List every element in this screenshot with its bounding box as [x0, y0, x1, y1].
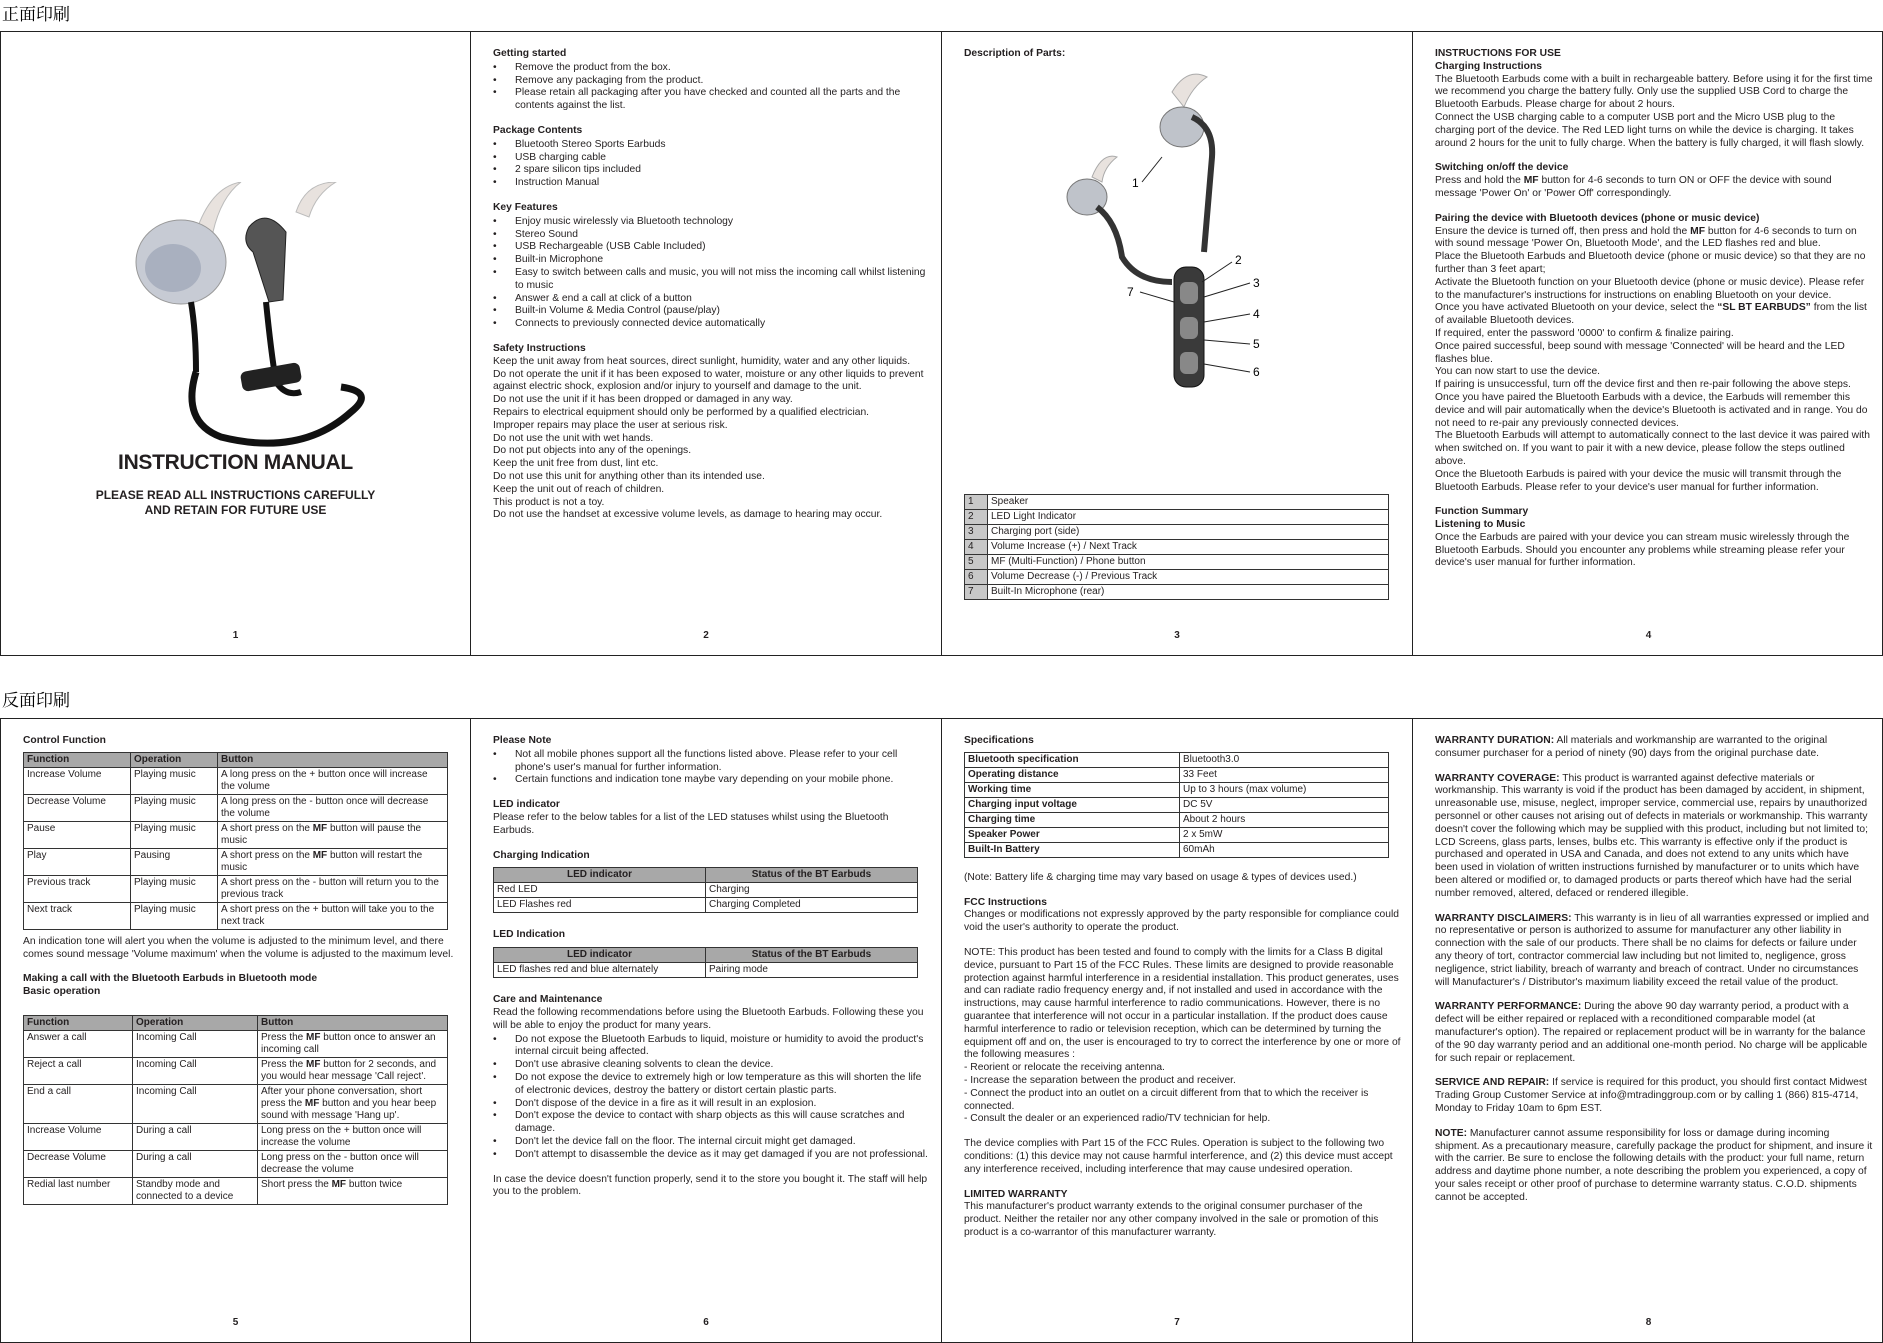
spec-name: Working time: [965, 782, 1180, 797]
table-cell: Long press on the + button once will increase the volume: [258, 1123, 448, 1150]
warranty-paragraph: WARRANTY COVERAGE: This product is warranted against defective materials or workmanship. This warranty is void if the product has been damaged by accident, in shipment, unreasonable use, misuse, neglect, improper service, commercial use, repairs by unauthorized personnel or other causes not arising out of defects in materials or workmanship. This warranty doesn't cover the following which may be supplied with this product, including but not limited to; LCD Screens, glass parts, lenses, bulbs etc. This warranty is effective only if the product is purchased and operated in USA and Canada, and does not extend to any units which have been used in violation of written instructions furnished by manufacturer or to units which have been altered or modified or, to damaged products or parts thereof which have had the serial number removed, altered, defaced or rendered illegible.: [1435, 772, 1868, 899]
table-cell: Redial last number: [24, 1177, 133, 1204]
table-cell: A long press on the - button once will decrease the volume: [218, 794, 448, 821]
paragraph: The device complies with Part 15 of the FCC Rules. Operation is subject to the following two conditions: (1) this device may not cause harmful interference, and (2) this device must accept any interference received, including interference that may cause undesired operation.: [964, 1138, 1393, 1175]
text-line: Do not use the unit with wet hands.: [493, 432, 654, 444]
part-label: Volume Decrease (-) / Previous Track: [988, 570, 1389, 585]
list-item: • Certain functions and indication tone maybe vary depending on your mobile phone.: [515, 774, 931, 787]
table-header-row: [24, 1015, 448, 1030]
table-row: [965, 767, 1389, 782]
list-item: • Connects to previously connected device automatically: [515, 318, 931, 331]
paragraph: Connect the USB charging cable to a computer USB port and the Micro USB plug to the charging port of the device. The Red LED light turns on while the device is charging. It takes around 2 hours for the unit to fully charge. When the battery is fully charged, it will flash slowly.: [1435, 111, 1865, 149]
table-row: [965, 495, 1389, 510]
parts-heading: Description of Parts:: [964, 48, 1066, 59]
table-cell: Press the MF button for 2 seconds, and you would hear message 'Call reject'.: [258, 1057, 448, 1084]
paragraph: [1435, 302, 1874, 328]
package-contents-list: [493, 139, 931, 190]
table-cell: Playing music: [131, 794, 218, 821]
led-table: [493, 947, 918, 978]
table-cell: Charging: [706, 883, 918, 898]
table-cell: Previous track: [24, 875, 131, 902]
please-note-list: [493, 749, 931, 787]
spec-value: 2 x 5mW: [1180, 827, 1389, 842]
column-header: LED indicator: [494, 948, 706, 963]
key-features-heading: Key Features: [493, 201, 558, 213]
column-header: Function: [24, 1015, 133, 1030]
mf-label: MF: [306, 1031, 321, 1043]
spec-value: About 2 hours: [1180, 812, 1389, 827]
table-cell: Increase Volume: [24, 1123, 133, 1150]
list-item: • Don't dispose of the device in a fire as it will result in an explosion.: [515, 1098, 931, 1111]
paragraph: The Bluetooth Earbuds come with a built in rechargeable battery. Before using it for the first time we recommend you charge the battery fully. Only use the supplied USB Cord to charge the Bluetooth Earbuds. Please charge for about 2 hours.: [1435, 73, 1873, 111]
table-row: [24, 1084, 448, 1123]
part-label: Charging port (side): [988, 525, 1389, 540]
table-cell: Incoming Call: [133, 1030, 258, 1057]
specifications-heading: Specifications: [964, 735, 1034, 746]
led-indicator-heading: LED indicator: [493, 799, 560, 811]
charging-indication-section: [493, 850, 931, 914]
table-cell: Play: [24, 848, 131, 875]
table-cell: Answer a call: [24, 1030, 133, 1057]
list-item: • Please retain all packaging after you have checked and counted all the parts and the contents against the list.: [515, 87, 931, 113]
table-row: [965, 540, 1389, 555]
warranty-heading: WARRANTY DURATION:: [1435, 735, 1555, 746]
cover-title: INSTRUCTION MANUAL: [118, 451, 353, 474]
function-summary-section: [1435, 506, 1874, 570]
parts-diagram: [1042, 72, 1302, 407]
mf-label: MF: [312, 849, 328, 861]
table-cell: Incoming Call: [133, 1084, 258, 1123]
paragraph: Changes or modifications not expressly approved by the party responsible for compliance could void the user's authority to operate the product.: [964, 909, 1399, 934]
paragraph: [1435, 175, 1874, 201]
front-print-label: 正面印刷: [2, 5, 70, 25]
cover-subtitle-line2: AND RETAIN FOR FUTURE USE: [144, 503, 327, 517]
making-call-heading: Making a call with the Bluetooth Earbuds in Bluetooth mode: [23, 973, 318, 985]
led-indication-heading: LED Indication: [493, 929, 566, 941]
measure-item: - Consult the dealer or an experienced radio/TV technician for help.: [964, 1113, 1271, 1125]
table-header-row: [494, 868, 918, 883]
callout-1: 1: [1132, 176, 1139, 190]
table-cell: Long press on the - button once will decrease the volume: [258, 1150, 448, 1177]
spec-name: Charging time: [965, 812, 1180, 827]
table-cell: Incoming Call: [133, 1057, 258, 1084]
table-cell: Increase Volume: [24, 767, 131, 794]
text-line: Do not operate the unit if it has been exposed to water, moisture or any other liquids to prevent against electric shock, explosion and/or injury to yourself and damage to the unit.: [493, 368, 924, 393]
part-number: 3: [965, 525, 988, 540]
warranty-paragraph: NOTE: Manufacturer cannot assume responsibility for loss or damage during incoming shipment. As a precautionary measure, carefully package the product for shipment, and insure it with the carrier. Be sure to enclose the following details with the product: your full name, return address and daytime phone number, a note describing the problem you experienced, a copy of your sales receipt or other proof of purchase to determine warranty status. C.O.D. shipments cannot be accepted.: [1435, 1127, 1873, 1203]
page-3: [942, 32, 1413, 655]
limited-warranty-section: [964, 1189, 1402, 1240]
list-item: • Answer & end a call at click of a button: [515, 293, 931, 306]
mf-label: MF: [306, 1058, 321, 1070]
table-cell: A short press on the MF button will pause the music: [218, 821, 448, 848]
table-row: [24, 1030, 448, 1057]
pairing-section: [1435, 213, 1874, 495]
table-header-row: [24, 752, 448, 767]
list-item: • Don't attempt to disassemble the device as it may get damaged if you are not professional.: [515, 1149, 931, 1162]
making-call-section: [23, 973, 460, 999]
page-7: [942, 719, 1413, 1342]
list-item: • Easy to switch between calls and music, you will not miss the incoming call whilst listening to music: [515, 267, 931, 293]
list-item: • Don't use abrasive cleaning solvents to clean the device.: [515, 1059, 931, 1072]
table-row: [24, 848, 448, 875]
spec-value: DC 5V: [1180, 797, 1389, 812]
callout-6: 6: [1253, 365, 1260, 379]
safety-heading: Safety Instructions: [493, 342, 586, 354]
table-cell: Playing music: [131, 902, 218, 929]
switching-section: [1435, 162, 1874, 200]
table-row: [24, 1123, 448, 1150]
table-cell: Playing music: [131, 767, 218, 794]
list-item: • Remove the product from the box.: [515, 62, 931, 75]
list-item: • Do not expose the Bluetooth Earbuds to liquid, moisture or humidity to avoid the product's internal circuit being affected.: [515, 1034, 931, 1060]
page-number-1: 1: [232, 630, 239, 642]
list-item: • Not all mobile phones support all the functions listed above. Please refer to your cell phone's user's manual for further information.: [515, 749, 931, 775]
list-item: • Don't let the device fall on the floor. The internal circuit might get damaged.: [515, 1136, 931, 1149]
page-4: [1413, 32, 1883, 655]
call-table: [23, 1015, 448, 1205]
list-item: • Don't expose the device to contact with sharp objects as this will cause scratches and damage.: [515, 1110, 931, 1136]
list-item: • USB charging cable: [515, 152, 931, 165]
safety-section: [493, 343, 931, 522]
spec-value: Up to 3 hours (max volume): [1180, 782, 1389, 797]
cover-subtitle-line1: PLEASE READ ALL INSTRUCTIONS CAREFULLY: [95, 488, 376, 502]
text-run: button for 4-6 seconds to turn on with sound message 'Power On, Bluetooth Mode', and the LED flashes red and blue.: [1435, 225, 1857, 250]
warranty-paragraph: WARRANTY DURATION: All materials and workmanship are warranted to the original consumer purchaser for a period of ninety (90) days from the original purchase date.: [1435, 735, 1828, 759]
mf-label: MF: [331, 1178, 347, 1190]
led-indicator-section: [493, 799, 931, 837]
column-header: Status of the BT Earbuds: [706, 868, 918, 883]
text-run: Once you have activated Bluetooth on your device, select the: [1435, 302, 1718, 314]
table-row: [965, 510, 1389, 525]
getting-started-section: [493, 48, 931, 113]
warranty-heading: NOTE:: [1435, 1127, 1468, 1139]
warranty-heading: WARRANTY PERFORMANCE:: [1435, 1001, 1582, 1013]
list-item: • Built-in Volume & Media Control (pause/play): [515, 305, 931, 318]
table-cell: After your phone conversation, short press the MF button and you hear beep sound with message 'Hang up'.: [258, 1084, 448, 1123]
tone-note: An indication tone will alert you when the volume is adjusted to the minimum level, and there comes sound message 'Volume maximum' when the volume is adjusted to the maximum level.: [23, 935, 454, 960]
warranty-heading: SERVICE AND REPAIR:: [1435, 1077, 1550, 1089]
text-line: This product is not a toy.: [493, 496, 605, 508]
paragraph: You can now start to use the device.: [1435, 366, 1601, 378]
table-cell: LED flashes red and blue alternately: [494, 963, 706, 978]
paragraph: Read the following recommendations before using the Bluetooth Earbuds. Following these you will be able to enjoy the product for many years.: [493, 1006, 924, 1031]
pairing-heading: Pairing the device with Bluetooth devices (phone or music device): [1435, 212, 1760, 224]
control-table: [23, 752, 448, 930]
back-print-label: 反面印刷: [2, 691, 70, 711]
mf-label: MF: [312, 822, 328, 834]
part-number: 5: [965, 555, 988, 570]
table-cell: Charging Completed: [706, 898, 918, 913]
table-row: [965, 585, 1389, 600]
page-number-5: 5: [232, 1317, 239, 1329]
column-header: Button: [218, 752, 448, 767]
text-line: Do not use the handset at excessive volume levels, as damage to hearing may occur.: [493, 509, 883, 521]
text-line: Keep the unit free from dust, lint etc.: [493, 458, 659, 470]
cover-subtitle: [61, 488, 410, 518]
paragraph: The Bluetooth Earbuds will attempt to automatically connect to the last device it was paired with when switched on. If you want to pair it with a new device, please follow the steps outlined above.: [1435, 430, 1870, 467]
table-cell: Pause: [24, 821, 131, 848]
list-item: • Do not expose the device to extremely high or low temperature as this will shorten the life of electronic devices, destroy the battery or distort certain plastic parts.: [515, 1072, 931, 1098]
table-row: [24, 794, 448, 821]
table-row: [965, 812, 1389, 827]
table-row: [24, 1150, 448, 1177]
page-number-2: 2: [703, 630, 709, 642]
care-list: [493, 1034, 931, 1162]
table-cell: Standby mode and connected to a device: [133, 1177, 258, 1204]
paragraph: Please refer to the below tables for a list of the LED statuses whilst using the Bluetooth Earbuds.: [493, 811, 889, 836]
paragraph: In case the device doesn't function properly, send it to the store you bought it. The staff will help you to the problem.: [493, 1173, 928, 1198]
text-line: Do not use the unit if it has been dropped or damaged in any way.: [493, 394, 793, 406]
limited-warranty-heading: LIMITED WARRANTY: [964, 1188, 1068, 1200]
warranty-heading: WARRANTY COVERAGE:: [1435, 772, 1560, 784]
fcc-heading: FCC Instructions: [964, 896, 1047, 908]
table-row: [965, 842, 1389, 857]
text-run: button for 4-6 seconds to turn ON or OFF the device with sound message 'Power On' or 'Power Off' correspondingly.: [1435, 175, 1832, 199]
part-label: Volume Increase (+) / Next Track: [988, 540, 1389, 555]
page-cover: [1, 32, 471, 655]
page-number-7: 7: [1174, 1317, 1180, 1329]
column-header: Button: [258, 1015, 448, 1030]
led-indication-section: [493, 929, 931, 978]
page-8: [1413, 719, 1883, 1342]
spec-value: 33 Feet: [1180, 767, 1389, 782]
table-cell: Playing music: [131, 875, 218, 902]
basic-operation-heading: Basic operation: [23, 986, 101, 998]
part-number: 2: [965, 510, 988, 525]
list-item: • Built-in Microphone: [515, 254, 931, 267]
text-line: Do not use this unit for anything other than its intended use.: [493, 470, 765, 482]
part-number: 6: [965, 570, 988, 585]
column-header: Function: [24, 752, 131, 767]
charging-heading: Charging Instructions: [1435, 60, 1542, 72]
table-cell: Short press the MF button twice: [258, 1177, 448, 1204]
page-2: [471, 32, 942, 655]
front-sheet: [0, 31, 1883, 656]
spec-name: Speaker Power: [965, 827, 1180, 842]
table-cell: LED Flashes red: [494, 898, 706, 913]
warranty-sections: [1435, 735, 1874, 1205]
table-row: [24, 767, 448, 794]
text-line: Keep the unit out of reach of children.: [493, 483, 665, 495]
column-header: Status of the BT Earbuds: [706, 948, 918, 963]
list-item: • Instruction Manual: [515, 177, 931, 190]
paragraph: [1435, 226, 1874, 252]
table-row: [24, 1057, 448, 1084]
care-heading: Care and Maintenance: [493, 994, 603, 1006]
page-5: [1, 719, 471, 1342]
text-line: Repairs to electrical equipment should only be performed by a qualified electrician.: [493, 406, 870, 418]
table-row: [24, 875, 448, 902]
charging-indication-heading: Charging Indication: [493, 849, 590, 861]
paragraph: If pairing is unsuccessful, turn off the device first and then re-pair following the above steps.: [1435, 379, 1851, 391]
page-number-3: 3: [1174, 630, 1180, 642]
switching-heading: Switching on/off the device: [1435, 162, 1569, 174]
table-row: [24, 821, 448, 848]
paragraph: Once the Bluetooth Earbuds is paired with your device the music will transmit through the Bluetooth Earbuds. Please refer to your device's user manual for further information.: [1435, 468, 1842, 493]
table-cell: A short press on the MF button will restart the music: [218, 848, 448, 875]
mf-label: MF: [1690, 225, 1705, 237]
spec-name: Operating distance: [965, 767, 1180, 782]
page-6: [471, 719, 942, 1342]
part-number: 7: [965, 585, 988, 600]
table-cell: Red LED: [494, 883, 706, 898]
spec-name: Built-In Battery: [965, 842, 1180, 857]
table-cell: Reject a call: [24, 1057, 133, 1084]
list-item: • Bluetooth Stereo Sports Earbuds: [515, 139, 931, 152]
table-cell: Decrease Volume: [24, 1150, 133, 1177]
paragraph: Activate the Bluetooth function on your Bluetooth device (phone or music device). Please refer to the manufacturer's instructions for instructions on enabling Bluetooth on your device.: [1435, 276, 1865, 301]
text-run: from the list of available Bluetooth devices.: [1435, 302, 1867, 327]
text-line: Keep the unit away from heat sources, direct sunlight, humidity, water and any other liquids.: [493, 355, 911, 367]
table-row: [494, 898, 918, 913]
page-number-4: 4: [1645, 630, 1652, 642]
part-number: 4: [965, 540, 988, 555]
text-run: Ensure the device is turned off, then press and hold the: [1435, 225, 1691, 237]
back-sheet: [0, 718, 1883, 1343]
key-features-section: [493, 202, 931, 331]
warranty-heading: WARRANTY DISCLAIMERS:: [1435, 912, 1572, 924]
table-cell: Next track: [24, 902, 131, 929]
table-row: [494, 883, 918, 898]
table-row: [24, 1177, 448, 1204]
earbuds-illustration: [101, 182, 381, 452]
specifications-table: [964, 752, 1389, 858]
column-header: Operation: [133, 1015, 258, 1030]
table-cell: A long press on the + button once will increase the volume: [218, 767, 448, 794]
key-features-list: [493, 216, 931, 331]
callout-2: 2: [1235, 253, 1242, 267]
callout-5: 5: [1253, 337, 1260, 351]
paragraph: NOTE: This product has been tested and found to comply with the limits for a Class B digital device, pursuant to Part 15 of the FCC Rules. These limits are designed to provide reasonable protection against harmful interference in a residential installation. This product generates, uses and can radiate radio frequency energy and, if not installed and used in accordance with the instructions, may cause harmful interference to radio communications. However, there is no guarantee that interference will not occur in a particular installation. If the product does cause harmful interference to radio or television reception, which can be determined by turning the equipment off and on, the user is encouraged to try to correct the interference by one or more of the following measures :: [964, 946, 1401, 1061]
list-item: • Remove any packaging from the product.: [515, 75, 931, 88]
function-summary-heading: Function Summary: [1435, 506, 1529, 518]
listening-heading: Listening to Music: [1435, 519, 1526, 531]
list-item: • Enjoy music wirelessly via Bluetooth technology: [515, 216, 931, 229]
part-label: MF (Multi-Function) / Phone button: [988, 555, 1389, 570]
control-function-heading: Control Function: [23, 735, 106, 746]
getting-started-heading: Getting started: [493, 48, 567, 59]
measure-item: - Increase the separation between the product and receiver.: [964, 1074, 1236, 1086]
device-name: “SL BT EARBUDS”: [1717, 302, 1811, 314]
text-line: Improper repairs may place the user at serious risk.: [493, 419, 728, 431]
column-header: LED indicator: [494, 868, 706, 883]
please-note-heading: Please Note: [493, 735, 552, 746]
table-cell: Pairing mode: [706, 963, 918, 978]
getting-started-list: [493, 62, 931, 113]
spec-value: Bluetooth3.0: [1180, 752, 1389, 767]
spec-name: Charging input voltage: [965, 797, 1180, 812]
table-cell: A short press on the - button will return you to the previous track: [218, 875, 448, 902]
paragraph: Place the Bluetooth Earbuds and Bluetooth device (phone or music device) so that they are no further than 3 feet apart;: [1435, 251, 1866, 275]
callout-3: 3: [1253, 276, 1260, 290]
table-cell: During a call: [133, 1150, 258, 1177]
callout-4: 4: [1253, 307, 1260, 321]
callout-7: 7: [1127, 285, 1134, 299]
table-cell: During a call: [133, 1123, 258, 1150]
care-section: [493, 994, 931, 1199]
table-row: [965, 525, 1389, 540]
mf-label: MF: [304, 1097, 320, 1109]
text-run: Press and hold the: [1435, 175, 1524, 187]
paragraph: If required, enter the password '0000' to confirm & finalize pairing.: [1435, 327, 1734, 339]
paragraph: This manufacturer's product warranty extends to the original consumer purchaser of the product. Neither the retailer nor any other company involved in the sale or promotion of this product is a co-warrantor of this manufacturer warranty.: [964, 1201, 1379, 1238]
mf-label: MF: [1523, 175, 1539, 187]
table-cell: A short press on the + button will take you to the next track: [218, 902, 448, 929]
table-cell: Playing music: [131, 821, 218, 848]
package-contents-section: [493, 125, 931, 190]
part-label: Built-In Microphone (rear): [988, 585, 1389, 600]
spec-name: Bluetooth specification: [965, 752, 1180, 767]
page-number-8: 8: [1645, 1317, 1652, 1329]
page-number-6: 6: [703, 1317, 709, 1329]
warranty-paragraph: WARRANTY PERFORMANCE: During the above 90 day warranty period, a product with a defect will be either repaired or replaced with a reconditioned comparable model (at manufacturer's option). The repaired or replacement product will be in warranty for the balance of the 90 day warranty period and an additional one-month period. No charge will be applicable for such repair or replacement.: [1435, 1001, 1868, 1064]
part-label: Speaker: [988, 495, 1389, 510]
measure-item: - Connect the product into an outlet on a circuit different from that to which the receiver is connected.: [964, 1087, 1369, 1112]
table-row: [965, 782, 1389, 797]
column-header: Operation: [131, 752, 218, 767]
measure-item: - Reorient or relocate the receiving antenna.: [964, 1062, 1165, 1074]
table-row: [965, 570, 1389, 585]
table-cell: End a call: [24, 1084, 133, 1123]
table-row: [494, 963, 918, 978]
list-item: • 2 spare silicon tips included: [515, 164, 931, 177]
table-cell: Pausing: [131, 848, 218, 875]
package-contents-heading: Package Contents: [493, 124, 583, 136]
part-label: LED Light Indicator: [988, 510, 1389, 525]
table-header-row: [494, 948, 918, 963]
instructions-heading: INSTRUCTIONS FOR USE: [1435, 48, 1561, 59]
warranty-paragraph: SERVICE AND REPAIR: If service is required for this product, you should first contact Midwest Trading Group Customer Service at info@mtradinggroup.com or by calling 1 (866) 815-4714, Monday to Friday 10am to 6pm EST.: [1435, 1077, 1867, 1114]
paragraph: Once the Earbuds are paired with your device you can stream music wirelessly through the Bluetooth Earbuds. Should you encounter any problems while streaming please refer your device's user manual for further information.: [1435, 531, 1850, 569]
warranty-paragraph: WARRANTY DISCLAIMERS: This warranty is in lieu of all warranties expressed or implied and no representative or person is authorized to assume for manufacturer any other liability in connection with the sale of our products. There shall be no claims for defects or failure under any theory of tort, contractor commercial law including but not limited to, negligence, gross negligence, strict liability, breach of warranty and breach of contract. Under no circumstances will Manufacturer's / Distributor's maximum liability exceed the retail value of the product.: [1435, 912, 1869, 988]
fcc-section: [964, 897, 1402, 1177]
part-number: 1: [965, 495, 988, 510]
table-row: [965, 752, 1389, 767]
charging-table: [493, 867, 918, 913]
text-line: Do not put objects into any of the openings.: [493, 445, 692, 457]
battery-note: (Note: Battery life & charging time may vary based on usage & types of devices used.): [964, 871, 1357, 883]
list-item: • Stereo Sound: [515, 229, 931, 242]
list-item: • USB Rechargeable (USB Cable Included): [515, 241, 931, 254]
table-cell: Decrease Volume: [24, 794, 131, 821]
table-row: [965, 797, 1389, 812]
spec-value: 60mAh: [1180, 842, 1389, 857]
paragraph: Once paired successful, beep sound with message 'Connected' will be heard and the LED flashes blue.: [1435, 340, 1845, 365]
table-row: [965, 827, 1389, 842]
paragraph: Once you have paired the Bluetooth Earbuds with a device, the Earbuds will remember this device and will pair automatically when the device's Bluetooth is activated and in range. You do not need to re-pair any previously connected devices.: [1435, 391, 1868, 429]
parts-table: [964, 494, 1389, 600]
table-row: [24, 902, 448, 929]
table-row: [965, 555, 1389, 570]
table-cell: Press the MF button once to answer an incoming call: [258, 1030, 448, 1057]
